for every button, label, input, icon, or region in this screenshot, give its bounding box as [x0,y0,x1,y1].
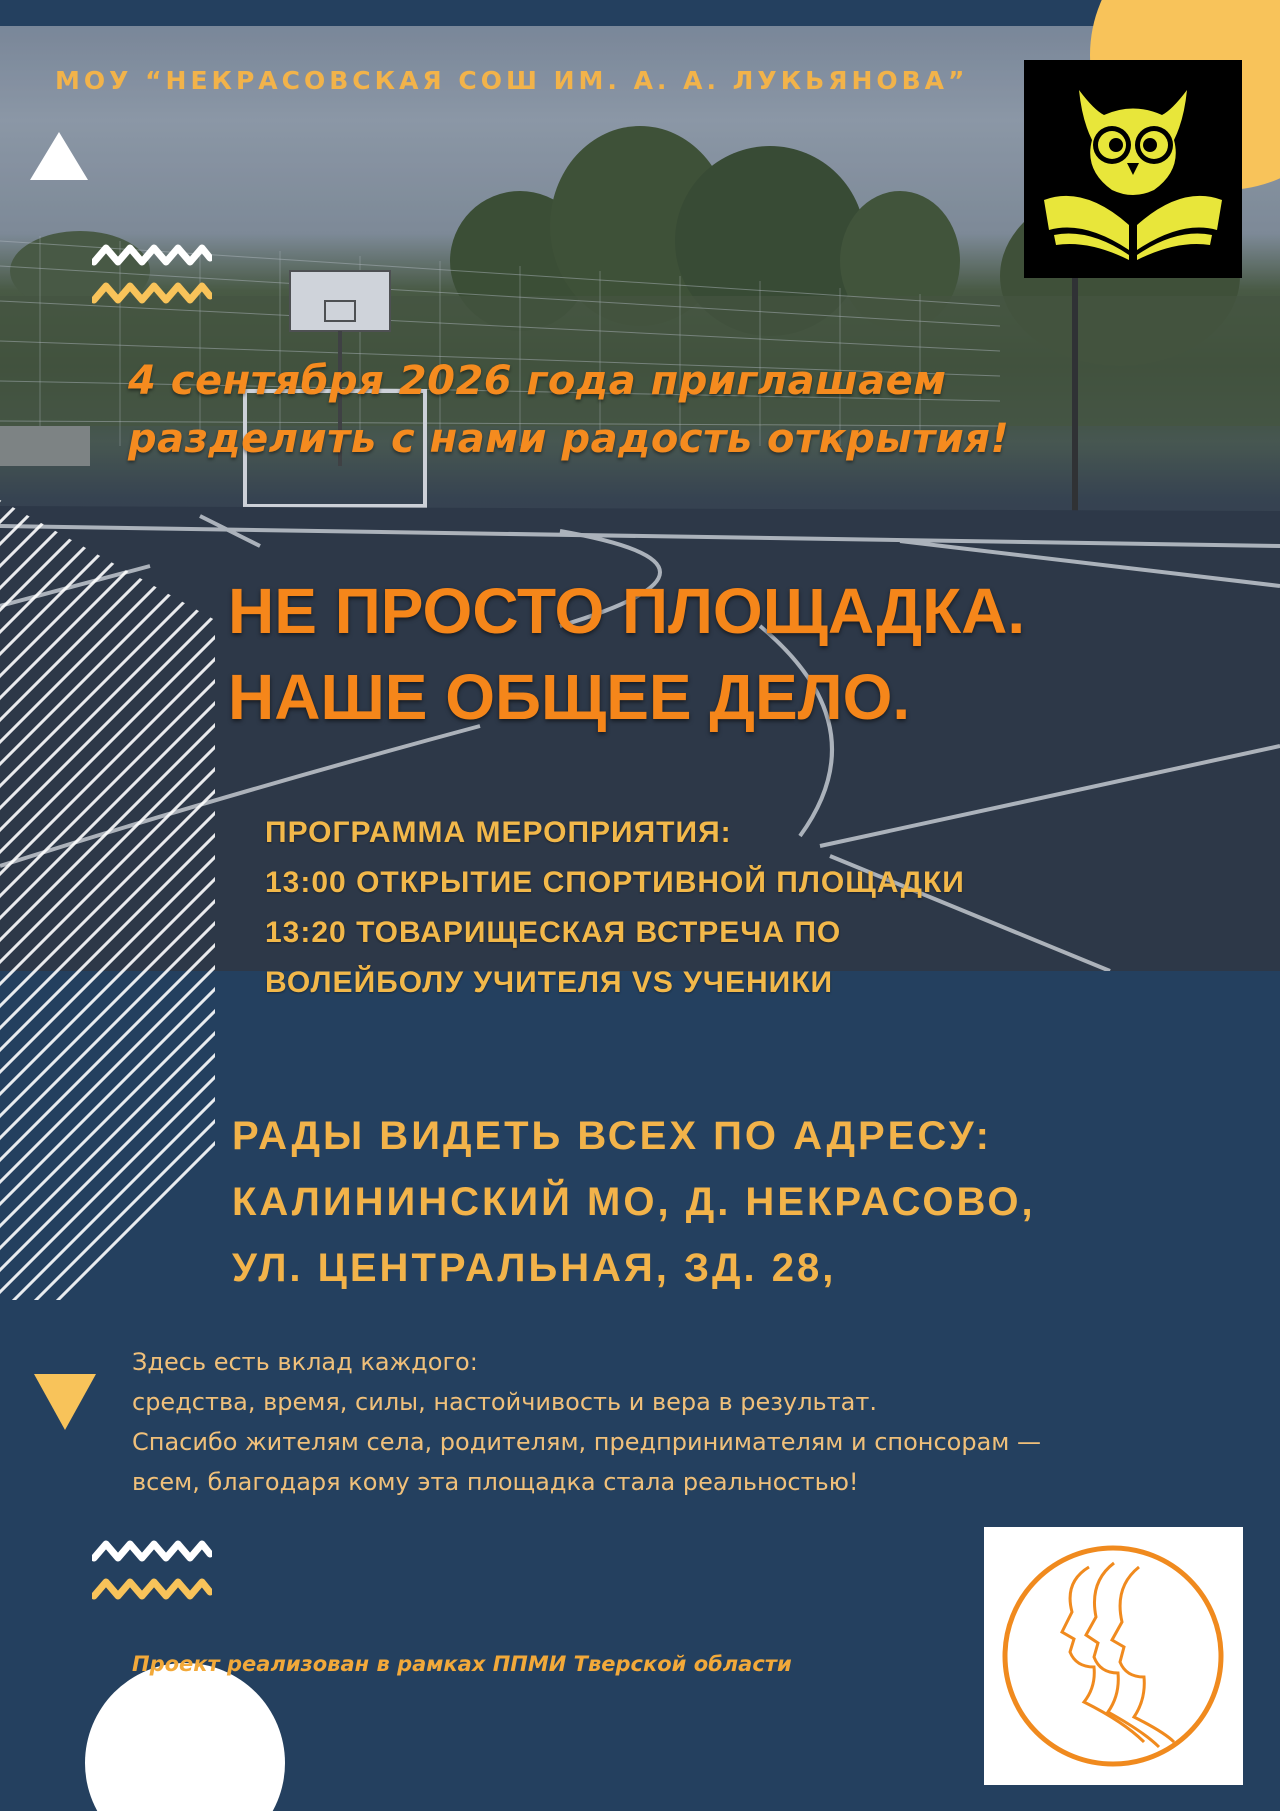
triangle-up-icon [28,130,90,182]
address-line: РАДЫ ВИДЕТЬ ВСЕХ ПО АДРЕСУ: [232,1114,992,1158]
address-line: УЛ. ЦЕНТРАЛЬНАЯ, ЗД. 28, [232,1246,837,1290]
owl-book-logo [1024,60,1242,278]
triangle-down-icon [32,1372,98,1432]
program-title: ПРОГРАММА МЕРОПРИЯТИЯ: [265,816,732,849]
thanks-line: Спасибо жителям села, родителям, предпринимателям и спонсорам — [132,1428,1042,1456]
project-note: Проект реализован в рамках ППМИ Тверской области [132,1652,792,1676]
top-strip [0,0,1280,26]
thanks-line: всем, благодаря кому эта площадка стала реальностью! [132,1468,859,1496]
zigzag-icon [92,1538,212,1608]
headline [228,568,1025,740]
thanks-line: средства, время, силы, настойчивость и вера в результат. [132,1388,877,1416]
program-item: ВОЛЕЙБОЛУ УЧИТЕЛЯ VS УЧЕНИКИ [265,966,834,999]
address-line: КАЛИНИНСКИЙ МО, Д. НЕКРАСОВО, [232,1180,1036,1224]
program-item: 13:00 ОТКРЫТИЕ СПОРТИВНОЙ ПЛОЩАДКИ [265,866,965,899]
invitation-line: разделить с нами радость открытия! [128,416,1010,462]
white-circle-decoration [85,1663,285,1811]
invitation-line: 4 сентября 2026 года приглашаем [128,358,947,404]
headline-line: НЕ ПРОСТО ПЛОЩАДКА. [228,575,1026,647]
address-block [232,1103,1036,1301]
school-name: МОУ “НЕКРАСОВСКАЯ СОШ ИМ. А. А. ЛУКЬЯНОВА” [55,66,969,95]
zigzag-icon [92,242,212,312]
thanks-line: Здесь есть вклад каждого: [132,1348,478,1376]
ppmi-profiles-logo [984,1527,1243,1785]
thanks-text [132,1342,1041,1502]
headline-line: НАШЕ ОБЩЕЕ ДЕЛО. [228,661,911,733]
stripes-decoration [0,500,215,1300]
invitation-text [128,352,1009,468]
program-item: 13:20 ТОВАРИЩЕСКАЯ ВСТРЕЧА ПО [265,916,842,949]
event-program [265,808,965,1008]
